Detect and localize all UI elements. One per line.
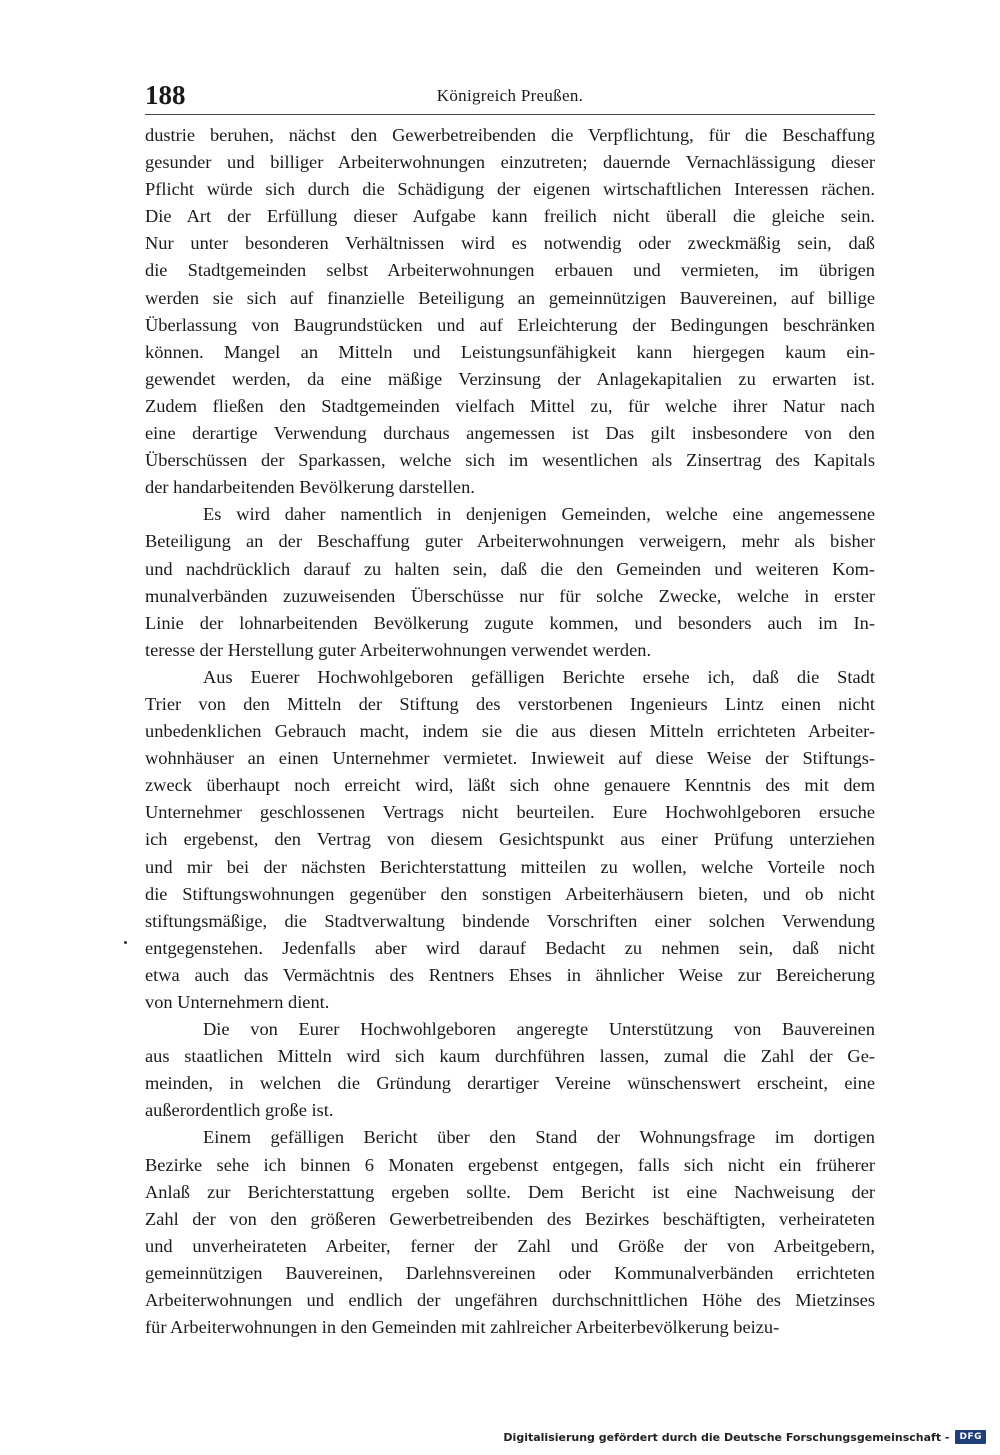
running-head: Königreich Preußen. (436, 86, 584, 105)
text-line: Unternehmer geschlossenen Vertrags nicht beurteilen. Eure Hochwohlgeboren ersuche (145, 802, 875, 823)
text-line: Es wird daher namentlich in denjenigen Gemeinden, welche eine angemessene (203, 504, 875, 525)
text-line: können. Mangel an Mitteln und Leistungsunfähigkeit kann hiergegen kaum ein- (145, 341, 875, 362)
text-line: eine derartige Verwendung durchaus angemessen ist Das gilt insbesondere von den (145, 423, 875, 444)
text-line: Beteiligung an der Beschaffung guter Arbeiterwohnungen verweigern, mehr als bisher (145, 531, 875, 552)
text-line: stiftungsmäßige, die Stadtverwaltung bindende Vorschriften einer solchen Verwendung (145, 910, 875, 931)
text-line: gemeinnützigen Bauvereinen, Darlehnsvereinen oder Kommunalverbänden errichteten (145, 1262, 875, 1283)
footer-credit: Digitalisierung gefördert durch die Deutsche Forschungsgemeinschaft - (503, 1430, 950, 1444)
paragraph (145, 501, 875, 664)
text-line: dustrie beruhen, nächst den Gewerbetreibenden die Verpflichtung, für die Beschaffung (145, 125, 875, 145)
text-line: werden sie sich auf finanzielle Beteiligung an gemeinnützigen Bauvereinen, auf billige (145, 287, 875, 308)
text-line: Überschüssen der Sparkassen, welche sich im wesentlichen als Zinsertrag des Kapitals (145, 450, 875, 471)
text-line: munalverbänden zuzuweisenden Überschüsse nur für solche Zwecke, welche in erster (145, 585, 875, 606)
page-number: 188 (145, 80, 186, 110)
text-line: entgegenstehen. Jedenfalls aber wird darauf Bedacht zu nehmen sein, daß nicht (145, 937, 875, 958)
text-line: der handarbeitenden Bevölkerung darstellen. (145, 477, 475, 498)
text-line: für Arbeiterwohnungen in den Gemeinden mit zahlreicher Arbeiterbevölkerung beizu- (145, 1317, 780, 1338)
text-line: etwa auch das Vermächtnis des Rentners Ehses in ähnlicher Weise zur Bereicherung (145, 964, 875, 985)
paragraph (145, 664, 875, 1016)
text-line: und unverheirateten Arbeiter, ferner der Zahl und Größe der von Arbeitgebern, (145, 1235, 875, 1256)
text-line: Bezirke sehe ich binnen 6 Monaten ergebenst entgegen, falls sich nicht ein früherer (145, 1154, 875, 1175)
text-line: und nachdrücklich darauf zu halten sein, daß die den Gemeinden und weiteren Kom- (145, 558, 875, 579)
text-line: von Unternehmern dient. (145, 992, 330, 1012)
paragraph (145, 1124, 875, 1341)
body-text (145, 122, 875, 1341)
text-line: die Stadtgemeinden selbst Arbeiterwohnungen erbauen und vermieten, im übrigen (145, 260, 875, 281)
text-line: Arbeiterwohnungen und endlich der ungefähren durchschnittlichen Höhe des Mietzinses (145, 1290, 875, 1311)
text-line: Die von Eurer Hochwohlgeboren angeregte Unterstützung von Bauvereinen (203, 1019, 875, 1040)
text-line: meinden, in welchen die Gründung derartiger Vereine wünschenswert erscheint, eine (145, 1073, 875, 1094)
page-header (145, 78, 875, 115)
text-line: Linie der lohnarbeitenden Bevölkerung zugute kommen, und besonders auch im In- (145, 612, 875, 633)
stray-ink-mark (124, 941, 127, 944)
text-line: Nur unter besonderen Verhältnissen wird es notwendig oder zweckmäßig sein, daß (145, 233, 875, 254)
text-line: zweck überhaupt noch erreicht wird, läßt sich ohne genauere Kenntnis des mit dem (145, 775, 875, 796)
paragraph (145, 122, 875, 501)
text-line: Die Art der Erfüllung dieser Aufgabe kann freilich nicht überall die gleiche sein. (145, 206, 875, 227)
dfg-logo: DFG (955, 1430, 986, 1444)
text-line: Trier von den Mitteln der Stiftung des verstorbenen Ingenieurs Lintz einen nicht (145, 693, 875, 714)
digitization-footer (503, 1427, 986, 1447)
text-line: teresse der Herstellung guter Arbeiterwohnungen verwendet werden. (145, 639, 652, 660)
text-line: ich ergebenst, den Vertrag von diesem Gesichtspunkt aus einer Prüfung unterziehen (145, 829, 875, 850)
text-line: und mir bei der nächsten Berichterstattung mitteilen zu wollen, welche Vorteile noch (145, 856, 875, 877)
text-line: gewendet werden, da eine mäßige Verzinsung der Anlagekapitalien zu erwarten ist. (145, 368, 875, 389)
text-line: Anlaß zur Berichterstattung ergeben sollte. Dem Bericht ist eine Nachweisung der (145, 1181, 875, 1202)
text-line: Zudem fließen den Stadtgemeinden vielfach Mittel zu, für welche ihrer Natur nach (145, 395, 875, 416)
text-line: die Stiftungswohnungen gegenüber den sonstigen Arbeiterhäusern bieten, und ob nicht (145, 883, 875, 904)
text-line: Zahl der von den größeren Gewerbetreibenden des Bezirkes beschäftigten, verheirateten (145, 1208, 875, 1229)
text-line: außerordentlich große ist. (145, 1100, 334, 1121)
text-line: wohnhäuser an einen Unternehmer vermietet. Inwieweit auf diese Weise der Stiftungs- (145, 748, 875, 769)
text-line: Pflicht würde sich durch die Schädigung der eigenen wirtschaftlichen Interessen rächen. (145, 179, 875, 200)
text-line: gesunder und billiger Arbeiterwohnungen einzutreten; dauernde Vernachlässigung dieser (145, 152, 875, 173)
paragraph (145, 1016, 875, 1124)
text-line: Überlassung von Baugrundstücken und auf Erleichterung der Bedingungen beschränken (145, 314, 875, 335)
text-line: Einem gefälligen Bericht über den Stand der Wohnungsfrage im dortigen (203, 1127, 875, 1148)
text-line: Aus Euerer Hochwohlgeboren gefälligen Berichte ersehe ich, daß die Stadt (203, 666, 875, 687)
text-line: unbedenklichen Gebrauch macht, indem sie die aus diesen Mitteln errichteten Arbeiter- (145, 721, 875, 742)
text-line: aus staatlichen Mitteln wird sich kaum durchführen lassen, zumal die Zahl der Ge- (145, 1046, 875, 1067)
